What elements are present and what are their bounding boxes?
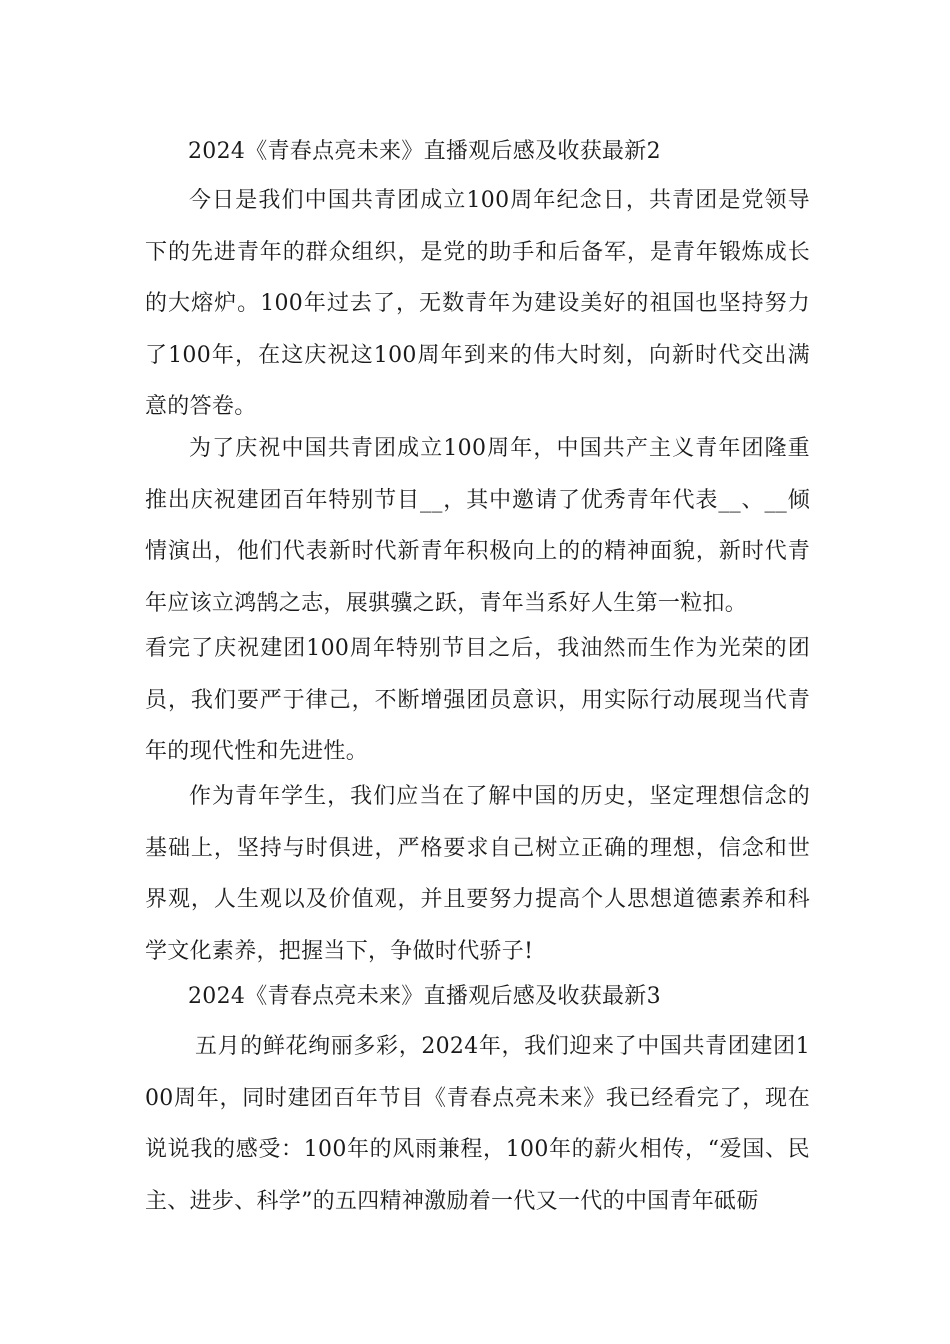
paragraph: 看完了庆祝建团100周年特别节目之后，我油然而生作为光荣的团员，我们要严于律己，不断增强团员意识，用实际行动展现当代青年的现代性和先进性。 [145, 636, 810, 764]
section-heading: 2024《青春点亮未来》直播观后感及收获最新2 [188, 139, 661, 164]
paragraph: 为了庆祝中国共青团成立100周年，中国共产主义青年团隆重推出庆祝建团百年特别节目__，其中邀请了优秀青年代表__、__倾情演出，他们代表新时代新青年积极向上的的精神面貌，新时代青年应该立鸿鹄之志，展骐骥之跃，青年当系好人生第一粒扣。 [145, 436, 810, 616]
paragraph: 作为青年学生，我们应当在了解中国的历史，坚定理想信念的基础上，坚持与时俱进，严格要求自己树立正确的理想，信念和世界观，人生观以及价值观，并且要努力提高个人思想道德素养和科学文化素养，把握当下，争做时代骄子! [145, 784, 810, 964]
paragraph: 今日是我们中国共青团成立100周年纪念日，共青团是党领导下的先进青年的群众组织，是党的助手和后备军，是青年锻炼成长的大熔炉。100年过去了，无数青年为建设美好的祖国也坚持努力了100年，在这庆祝这100周年到来的伟大时刻，向新时代交出满意的答卷。 [145, 188, 810, 419]
section-heading: 2024《青春点亮未来》直播观后感及收获最新3 [188, 984, 661, 1009]
paragraph: 五月的鲜花绚丽多彩，2024年，我们迎来了中国共青团建团100周年，同时建团百年节目《青春点亮未来》我已经看完了，现在说说我的感受：100年的风雨兼程，100年的薪火相传，“爱国、民主、进步、科学”的五四精神激励着一代又一代的中国青年砥砺 [145, 1034, 810, 1214]
